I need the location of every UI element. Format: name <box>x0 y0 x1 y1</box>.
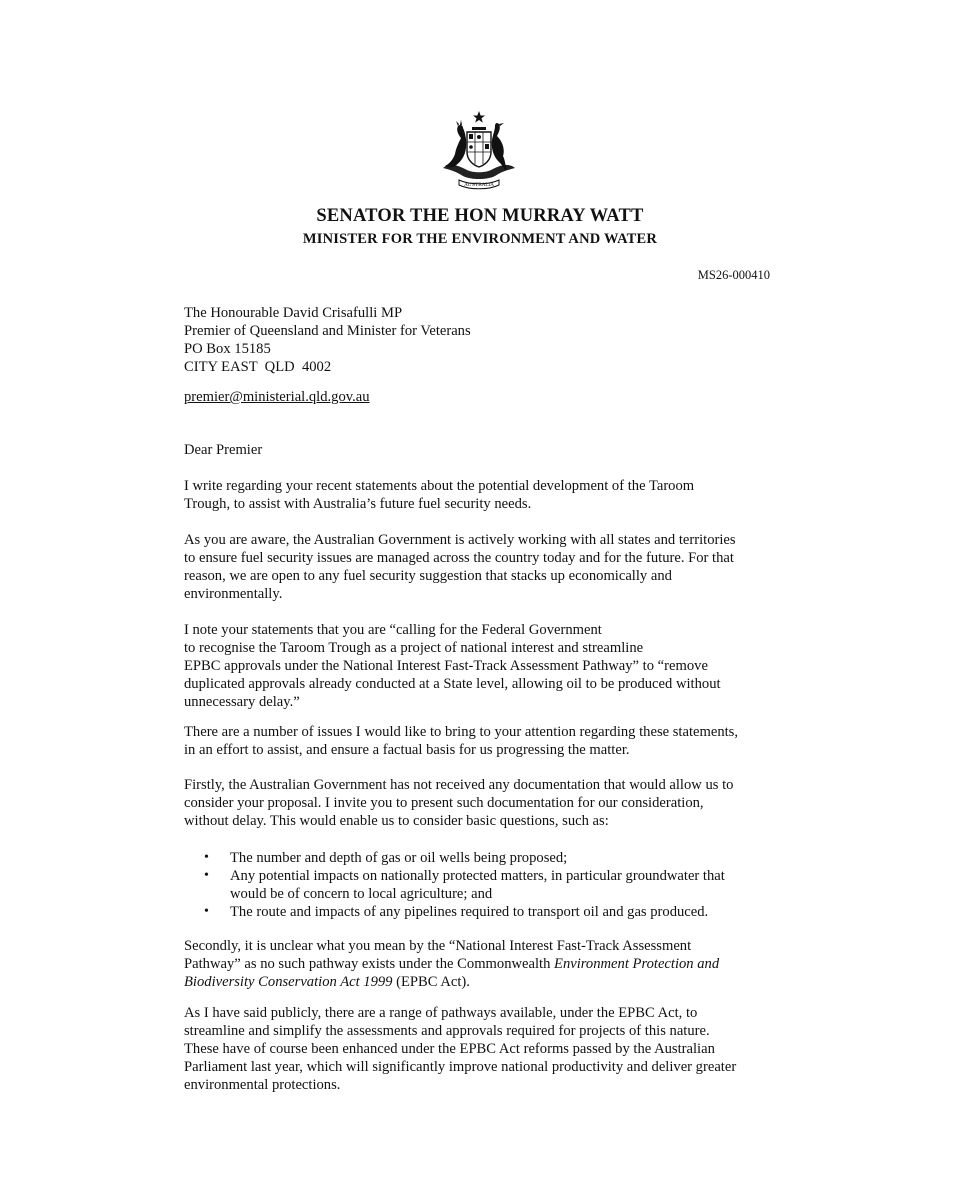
recipient-email: premier@ministerial.qld.gov.au <box>184 389 370 405</box>
text-line: environmental protections. <box>184 1077 341 1093</box>
text-line: I note your statements that you are “calling for the Federal Government <box>184 622 602 638</box>
text-line: unnecessary delay.” <box>184 694 300 710</box>
text-line: The number and depth of gas or oil wells being proposed; <box>230 850 568 866</box>
paragraph <box>184 937 784 991</box>
bullet-icon: • <box>204 850 209 865</box>
paragraph <box>184 723 784 759</box>
text-line: to recognise the Taroom Trough as a project of national interest and streamline <box>184 640 644 656</box>
text-line <box>184 955 784 973</box>
text-line: Secondly, it is unclear what you mean by the “National Interest Fast-Track Assessment <box>184 938 692 954</box>
text-line <box>184 973 784 991</box>
text-line: Parliament last year, which will significantly improve national productivity and deliver greater <box>184 1059 737 1075</box>
crest-motto: AUSTRALIA <box>464 183 494 188</box>
text-line: As I have said publicly, there are a range of pathways available, under the EPBC Act, to <box>184 1005 698 1021</box>
text-line: The route and impacts of any pipelines required to transport oil and gas produced. <box>230 904 709 920</box>
sender-name: SENATOR THE HON MURRAY WATT <box>316 206 644 226</box>
bullet-icon: • <box>204 868 209 883</box>
recipient-address <box>184 304 784 376</box>
paragraph <box>184 477 784 513</box>
text-line: Firstly, the Australian Government has not received any documentation that would allow us to <box>184 777 734 793</box>
text-run: (EPBC Act). <box>392 974 470 990</box>
text-line: to ensure fuel security issues are managed across the country today and for the future. For that <box>184 550 734 566</box>
text-line: in an effort to assist, and ensure a factual basis for us progressing the matter. <box>184 742 630 758</box>
text-line: streamline and simplify the assessments and approvals required for projects of this nature. <box>184 1023 710 1039</box>
sender-title: MINISTER FOR THE ENVIRONMENT AND WATER <box>302 231 658 247</box>
text-line: There are a number of issues I would like to bring to your attention regarding these statements, <box>184 724 738 740</box>
text-line: reason, we are open to any fuel security suggestion that stacks up economically and <box>184 568 672 584</box>
text-line: I write regarding your recent statements about the potential development of the Taroom <box>184 478 695 494</box>
list-item <box>184 849 784 867</box>
text-line: EPBC approvals under the National Interest Fast-Track Assessment Pathway” to “remove <box>184 658 708 674</box>
address-line: CITY EAST QLD 4002 <box>184 359 332 375</box>
text-line: These have of course been enhanced under the EPBC Act reforms passed by the Australian <box>184 1041 715 1057</box>
text-line: duplicated approvals already conducted at a State level, allowing oil to be produced without <box>184 676 721 692</box>
bullet-icon: • <box>204 904 209 919</box>
act-title-part: Environment Protection and <box>554 956 720 972</box>
bullet-list <box>184 849 784 921</box>
list-item <box>184 903 784 921</box>
paragraph <box>184 1004 784 1094</box>
address-line: Premier of Queensland and Minister for Veterans <box>184 323 471 339</box>
paragraph <box>184 531 784 603</box>
text-run: Pathway” as no such pathway exists under the Commonwealth <box>184 956 555 972</box>
text-line: without delay. This would enable us to consider basic questions, such as: <box>184 813 609 829</box>
text-line: Trough, to assist with Australia’s future fuel security needs. <box>184 496 532 512</box>
text-line: would be of concern to local agriculture; and <box>230 886 493 902</box>
act-title-part: Biodiversity Conservation Act 1999 <box>184 974 393 990</box>
paragraph <box>184 776 784 830</box>
address-line: PO Box 15185 <box>184 341 271 357</box>
text-line: environmentally. <box>184 586 283 602</box>
text-line: consider your proposal. I invite you to present such documentation for our consideration, <box>184 795 704 811</box>
salutation: Dear Premier <box>184 442 263 458</box>
text-line: Any potential impacts on nationally protected matters, in particular groundwater that <box>230 868 725 884</box>
list-item <box>184 867 784 903</box>
paragraph <box>184 621 784 711</box>
address-line: The Honourable David Crisafulli MP <box>184 305 403 321</box>
text-line: As you are aware, the Australian Government is actively working with all states and territories <box>184 532 736 548</box>
coat-of-arms-icon <box>425 110 533 192</box>
reference-number: MS26-000410 <box>697 268 770 282</box>
